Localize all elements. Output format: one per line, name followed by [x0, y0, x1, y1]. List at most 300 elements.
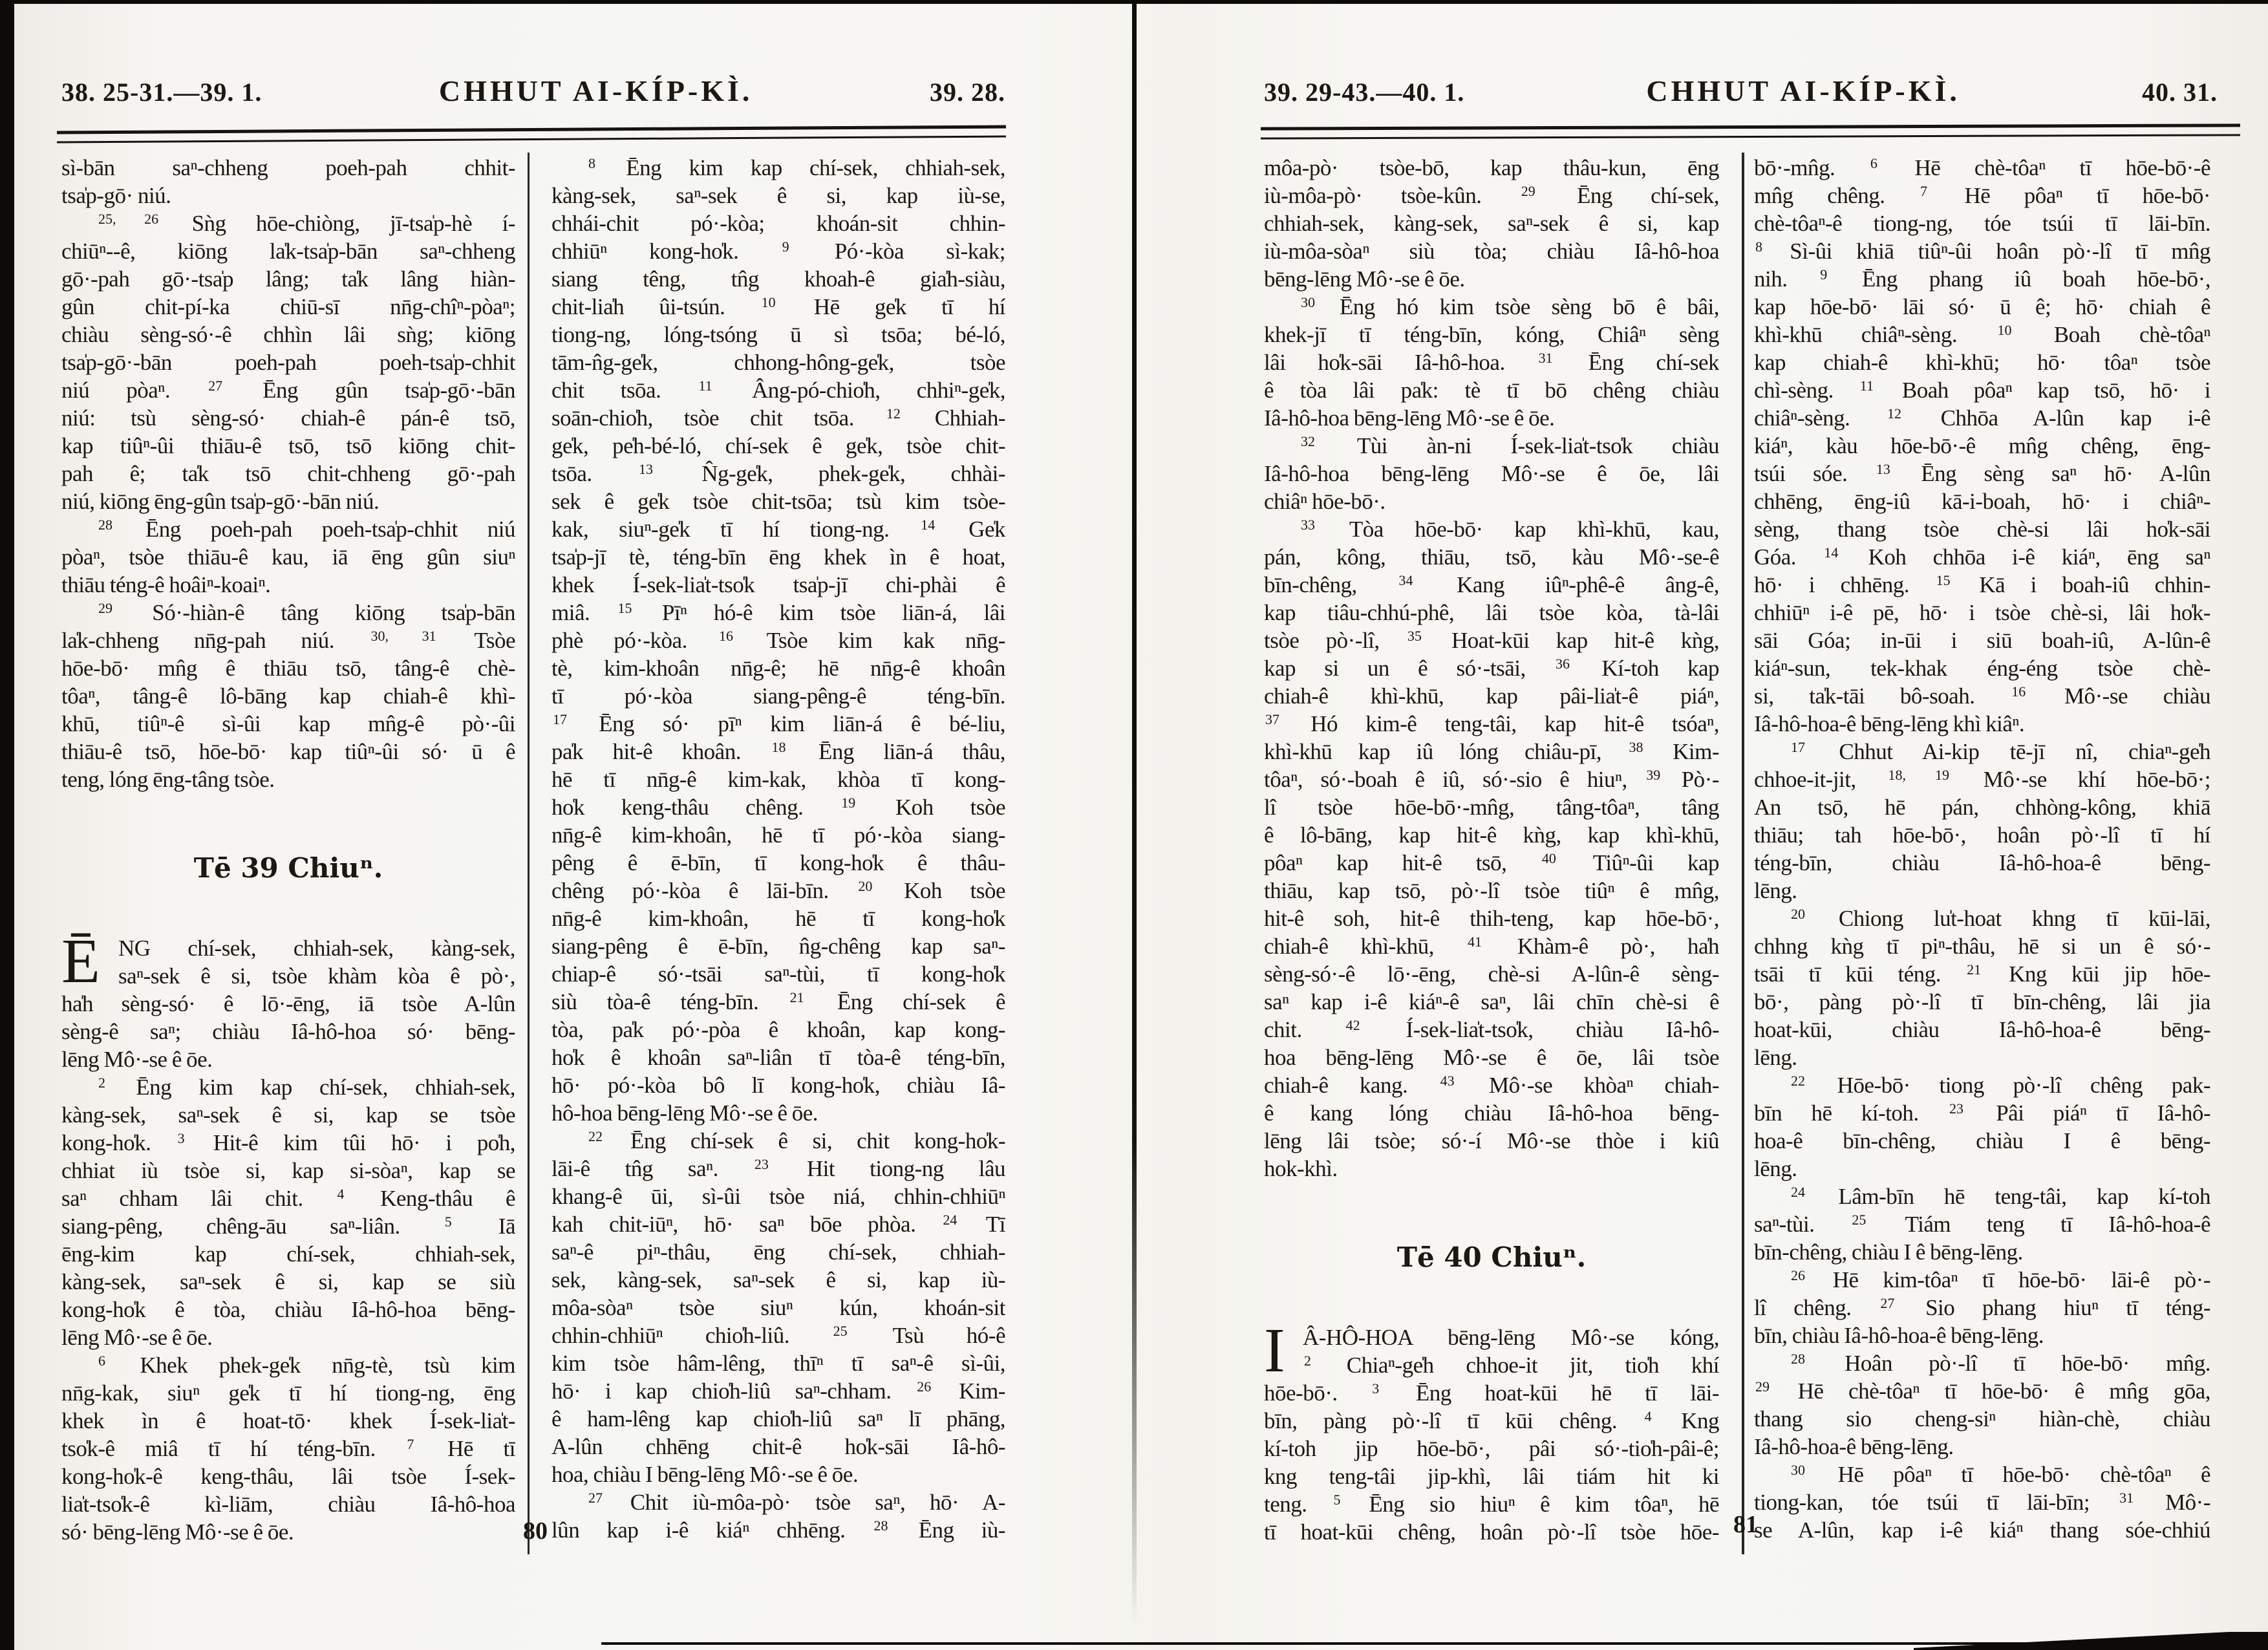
verse-number: 14 — [1824, 544, 1839, 561]
text-line: kap si un ê só·-tsāi, $^{36}$ Kí-toh kap — [1264, 656, 1719, 681]
text-line: hoa-ê bīn-chêng, chiàu I ê bēng- — [1754, 1128, 2210, 1153]
text-line: hō· pó·-kòa bô lī kong-ho̍k, chiàu Iâ- — [551, 1073, 1005, 1098]
text-line: sèng-ê saⁿ; chiàu Iâ-hô-hoa só· bēng- — [61, 1019, 515, 1044]
text-line: sèng-só·-ê lō·-ēng, chè-si A-lûn-ê sèng- — [1264, 961, 1719, 987]
text-line: hok-khì. — [1264, 1156, 1338, 1181]
text-line: siù tòa-ê téng-bīn. $^{21}$ Ēng chí-sek ê — [551, 989, 1005, 1014]
text-line: khang-ê ūi, sì-ûi tsòe niá, chhin-chhiūⁿ — [551, 1184, 1005, 1209]
text-line: hoa, chiàu I bēng-lēng Mô·-se ê ōe. — [551, 1462, 859, 1487]
header-rule — [57, 125, 1006, 134]
running-head-right-reference: 40. 31. — [2142, 78, 2218, 107]
verse-number: 18 — [771, 739, 786, 755]
text-line: ê lô-bāng, kap hit-ê kǹg, kap khì-khū, — [1264, 822, 1719, 848]
text-line: tsòe pò·-lî, $^{35}$ Hoat-kūi kap hit-ê kǹg, — [1264, 628, 1719, 653]
running-head-left-page — [61, 74, 1005, 108]
text-line: bīn-chêng, $^{34}$ Kang iûⁿ-phê-ê âng-ê, — [1264, 572, 1719, 597]
text-line: kak, siuⁿ-ge̍k tī hí tiong-ng. $^{14}$ Ge̍k — [551, 517, 1005, 542]
verse-number: 14 — [921, 517, 936, 533]
verse-number: 18, 19 — [1888, 767, 1949, 783]
text-line: pêng ê ē-bīn, tī kong-ho̍k ê thâu- — [551, 850, 1005, 875]
text-line: bēng-lēng Mô·-se ê ōe. — [1264, 266, 1465, 292]
text-line: chhoe-it-jit, $^{18, 19}$ Mô·-se khí hōe-bō·; — [1754, 767, 2210, 792]
text-line: hōe-bō·. $^3$ Ēng hoat-kūi hē tī lāi- — [1264, 1380, 1719, 1406]
verse-number: 10 — [1997, 322, 2012, 338]
verse-number: 26 — [1791, 1267, 1805, 1283]
text-line: bō·-mn̂g. $^6$ Hē chè-tôaⁿ tī hōe-bō·-ê — [1754, 155, 2210, 180]
text-line: la̍k-chheng nn̄g-pah niú. $^{30, 31}$ Tsòe — [61, 628, 515, 653]
verse-number: 12 — [1887, 405, 1901, 422]
verse-number: 42 — [1345, 1017, 1360, 1033]
text-line: sì-bān saⁿ-chheng poeh-pah chhit- — [61, 155, 515, 180]
text-line: lûn kap i-ê kiáⁿ chhēng. $^{28}$ Ēng iù- — [551, 1517, 1005, 1543]
text-line: saⁿ-sek ê si, tsòe khàm kòa ê pò·, — [118, 963, 515, 989]
verse-number: 6 — [98, 1353, 105, 1369]
text-line: kàng-sek, saⁿ-sek ê si, kap se siù — [61, 1269, 515, 1294]
text-line: Â-HÔ-HOA bēng-lēng Mô·-se kóng, — [1303, 1325, 1719, 1350]
text-line: saⁿ chham lâi chit. $^4$ Keng-thâu ê — [61, 1186, 515, 1211]
text-line: tè, kim-khoân nn̄g-ê; hē nn̄g-ê khoân — [551, 656, 1005, 681]
text-line: saⁿ-ê piⁿ-thâu, ēng chí-sek, chhiah- — [551, 1239, 1005, 1265]
paragraph — [1264, 1316, 1719, 1546]
text-line: phè pó·-kòa. $^{16}$ Tsòe kim kak nn̄g- — [551, 628, 1005, 653]
text-line: chit-lia̍h ûi-tsún. $^{10}$ Hē ge̍k tī hí — [551, 294, 1005, 319]
text-line: niú pòaⁿ. $^{27}$ Ēng gûn tsa̍p-gō·-bān — [61, 378, 515, 403]
verse-number: 30, 31 — [370, 628, 436, 644]
paragraph — [1754, 1461, 2210, 1544]
text-line: $^{33}$ Tòa hōe-bō· kap khì-khū, kau, — [1301, 517, 1719, 542]
text-line: kí-toh jip hōe-bō·, pâi só·-tio̍h-pâi-ê; — [1264, 1436, 1719, 1461]
text-line: siang-pêng ê ē-bīn, n̂g-chêng kap saⁿ- — [551, 934, 1005, 959]
text-line: pán, kông, thiāu, tsō, kàu Mô·-se-ê — [1264, 544, 1719, 570]
text-line: lēng. — [1754, 878, 1797, 903]
verse-number: 11 — [698, 378, 712, 394]
verse-number: 36 — [1556, 656, 1570, 672]
text-line: chiah-ê khì-khū, kap pâi-lia̍t-ê piáⁿ, — [1264, 683, 1719, 709]
verse-number: 27 — [208, 378, 223, 394]
verse-number: 6 — [1870, 155, 1878, 171]
text-line: gō·-pah gō·-tsa̍p lâng; ta̍k lâng hiàn- — [61, 266, 515, 292]
text-line: pah ê; ta̍k tsō chit-chheng gō·-pah — [61, 461, 515, 486]
text-line: chhiūⁿ kong-ho̍k. $^9$ Pó·-kòa sì-kak; — [551, 239, 1005, 264]
text-line: ēng-kim kap chí-sek, chhiah-sek, — [61, 1241, 515, 1267]
verse-number: 11 — [1859, 378, 1874, 394]
text-line: kap hōe-bō· lāi só· ū ê; hō· chiah ê — [1754, 294, 2210, 319]
text-line: môa-pò· tsòe-bō, kap thâu-kun, ēng — [1264, 155, 1719, 180]
text-line: kong-ho̍k. $^3$ Hit-ê kim tûi hō· i po̍h, — [61, 1130, 515, 1155]
running-head-left-reference: 39. 29-43.—40. 1. — [1264, 78, 1465, 107]
text-column-left-page-1 — [61, 154, 515, 1546]
text-line: iù-môa-sòaⁿ siù tòa; chiàu Iâ-hô-hoa — [1264, 239, 1719, 264]
text-line: só· bēng-lēng Mô·-se ê ōe. — [61, 1519, 294, 1545]
verse-number: 26 — [917, 1378, 932, 1395]
text-line: chhin-chhiūⁿ chio̍h-liû. $^{25}$ Tsù hó-ê — [551, 1323, 1005, 1348]
verse-number: 24 — [1791, 1184, 1805, 1200]
text-line: iù-môa-pò· tsòe-kûn. $^{29}$ Ēng chí-sek, — [1264, 183, 1719, 208]
text-line: lāi-ê tn̂g saⁿ. $^{23}$ Hit tiong-ng lâu — [551, 1156, 1005, 1181]
text-line: hoa bēng-lēng Mô·-se ê ōe, lâi tsòe — [1264, 1045, 1719, 1070]
paragraph — [61, 515, 515, 599]
text-line: $^{29}$ Hē chè-tôaⁿ tī hōe-bō· ê mn̂g gōa, — [1755, 1378, 2210, 1404]
text-line: chit tsōa. $^{11}$ Âng-pó-chio̍h, chhiⁿ-ge̍k, — [551, 378, 1005, 403]
verse-number: 41 — [1468, 934, 1482, 950]
text-line: ha̍h sèng-só· ê lō·-ēng, iā tsòe A-lûn — [61, 991, 515, 1016]
paragraph — [61, 154, 515, 209]
header-rule — [1261, 134, 2240, 139]
text-line: sèng, thang tsòe chè-si lâi ho̍k-sāi — [1754, 517, 2210, 542]
verse-number: 9 — [782, 239, 789, 255]
text-line: tòa, pa̍k pó·-pòa ê khoân, kap kong- — [551, 1017, 1005, 1042]
text-line: bīn-chêng, chiàu I ê bēng-lēng. — [1754, 1239, 2023, 1265]
verse-number: 25 — [833, 1323, 848, 1339]
verse-number: 2 — [98, 1075, 105, 1091]
paragraph — [551, 1127, 1005, 1488]
chapter-heading: Tē 40 Chiuⁿ. — [1396, 1241, 1587, 1273]
text-line: thiāu; tah hōe-bō·, hoân pò·-lî tī hí — [1754, 822, 2210, 848]
running-head-right-reference: 39. 28. — [930, 78, 1005, 107]
text-line: ge̍k, pe̍h-bé-ló, chí-sek ê ge̍k, tsòe chit- — [551, 433, 1005, 458]
text-line: tsa̍p-jī tè, téng-bīn ēng khek ìn ê hoat, — [551, 544, 1005, 570]
text-line: nn̄g-ê kim-khoân, hē tī kong-ho̍k — [551, 906, 1005, 931]
verse-number: 35 — [1407, 628, 1422, 644]
paragraph — [1754, 1183, 2210, 1266]
paragraph — [1754, 154, 2210, 738]
text-line: pòaⁿ, tsòe thiāu-ê kau, iā ēng gûn siuⁿ — [61, 544, 515, 570]
text-line: chhiūⁿ i-ê pē, hō· i tsòe chè-si, lâi ho̍k- — [1754, 600, 2210, 625]
verse-number: 4 — [1644, 1408, 1652, 1424]
text-line: chiâⁿ-sèng. $^{12}$ Chhōa A-lûn kap i-ê — [1754, 405, 2210, 431]
text-line: chì-sèng. $^{11}$ Boah pôaⁿ kap tsō, hō· i — [1754, 378, 2210, 403]
text-line: bīn, chiàu Iâ-hô-hoa-ê bēng-lēng. — [1754, 1323, 2044, 1348]
running-head-title: CHHUT AI-KÍP-KÌ. — [438, 74, 753, 107]
text-line: kong-ho̍k ê tòa, chiàu Iâ-hô-hoa bēng- — [61, 1297, 515, 1322]
verse-number: 25 — [1852, 1212, 1867, 1228]
text-line: hit-ê soh, hit-ê thih-teng, kap hōe-bō·, — [1264, 906, 1719, 931]
paragraph — [1754, 1266, 2210, 1349]
verse-number: 37 — [1265, 711, 1279, 727]
text-line: An tsō, hē pán, chhòng-kông, khiā — [1754, 795, 2210, 820]
text-line: téng-bīn, chiàu Iâ-hô-hoa-ê bēng- — [1754, 850, 2210, 875]
text-line: Iâ-hô-hoa bēng-lēng Mô·-se ê ōe, lâi — [1264, 461, 1719, 486]
verse-number: 30 — [1301, 294, 1315, 310]
verse-number: 23 — [754, 1156, 769, 1172]
text-line: sek ê ge̍k tsòe chit-tsōa; tsù kim tsòe- — [551, 489, 1005, 514]
verse-number: 22 — [1791, 1073, 1805, 1089]
text-line: tôaⁿ, só·-boah ê iû, só·-sio ê hiuⁿ, $^{39}$ Pò·- — [1264, 767, 1719, 792]
text-line: tī hoat-kūi chêng, hoân pò·-lî tsòe hōe- — [1264, 1519, 1719, 1545]
text-line: $^{28}$ Ēng poeh-pah poeh-tsa̍p-chhit niú — [98, 517, 515, 542]
text-line: lēng lâi tsòe; só·-í Mô·-se thòe i kiû — [1264, 1128, 1719, 1153]
text-line: bīn, pàng pò·-lî tī kūi chêng. $^4$ Kng — [1264, 1408, 1719, 1433]
text-line: chhng kǹg tī piⁿ-thâu, hē si un ê só·- — [1754, 934, 2210, 959]
text-line: Iâ-hô-hoa-ê bēng-lēng. — [1754, 1434, 1954, 1459]
text-line: $^2$ Chiaⁿ-ge̍h chhoe-it jit, tio̍h khí — [1304, 1353, 1719, 1378]
verse-number: 30 — [1791, 1462, 1805, 1478]
text-line: tām-n̂g-ge̍k, chhong-hông-ge̍k, tsòe — [551, 350, 1005, 375]
text-line: teng. $^5$ Ēng sio hiuⁿ ê kim tôaⁿ, hē — [1264, 1492, 1719, 1517]
text-line: NG chí-sek, chhiah-sek, kàng-sek, — [118, 936, 515, 961]
verse-number: 31 — [2119, 1490, 2134, 1506]
header-rule — [57, 136, 1006, 144]
book-spine-shadow — [1132, 0, 1137, 1624]
text-line: kah chit-iūⁿ, hō· saⁿ bōe phòa. $^{24}$ Tī — [551, 1212, 1005, 1237]
text-line: miâ. $^{15}$ Pīⁿ hó-ê kim tsòe liān-á, lâi — [551, 600, 1005, 625]
text-line: saⁿ kap i-ê kiáⁿ-ê saⁿ, lâi chīn chè-si ê — [1264, 989, 1719, 1014]
text-line: $^{26}$ Hē kim-tôaⁿ tī hōe-bō· lāi-ê pò·- — [1791, 1267, 2210, 1292]
paragraph — [1264, 154, 1719, 293]
text-line: chiap-ê só·-tsāi saⁿ-tùi, tī kong-ho̍k — [551, 961, 1005, 987]
verse-number: 8 — [588, 155, 595, 171]
running-head-title: CHHUT AI-KÍP-KÌ. — [1646, 74, 1960, 107]
text-line: Iâ-hô-hoa bēng-lēng Mô·-se ê ōe. — [1264, 405, 1555, 431]
text-column-left-page-2 — [551, 154, 1005, 1544]
page-number: 80 — [523, 1517, 548, 1545]
running-head-left-reference: 38. 25-31.—39. 1. — [61, 78, 262, 107]
paragraph — [1264, 293, 1719, 432]
text-line: kim tsòe hâm-lêng, thīⁿ tī saⁿ-ê sì-ûi, — [551, 1351, 1005, 1376]
paragraph — [1754, 905, 2210, 1071]
text-line: nn̄g-kak, siuⁿ ge̍k tī hí tiong-ng, ēng — [61, 1380, 515, 1406]
verse-number: 29 — [1755, 1378, 1770, 1395]
text-line: $^{30}$ Hē pôaⁿ tī hōe-bō· chè-tôaⁿ ê — [1791, 1462, 2210, 1487]
verse-number: 16 — [719, 628, 734, 644]
text-line: ho̍k ê khoân saⁿ-liân tī tòa-ê téng-bīn, — [551, 1045, 1005, 1070]
text-line: hō· i chhēng. $^{15}$ Kā i boah-iû chhin- — [1754, 572, 2210, 597]
verse-number: 33 — [1301, 517, 1315, 533]
text-line: kàng-sek, saⁿ-sek ê si, kap iù-se, — [551, 183, 1005, 208]
verse-number: 28 — [1791, 1351, 1805, 1367]
text-line: hē tī nn̄g-ê kim-kak, khòa tī kong- — [551, 767, 1005, 792]
scan-edge-bottom-right-bar — [1914, 1632, 2268, 1650]
text-line: $^2$ Ēng kim kap chí-sek, chhiah-sek, — [98, 1075, 515, 1100]
text-line: $^{24}$ Lâm-bīn hē teng-tâi, kap kí-toh — [1791, 1184, 2210, 1209]
text-line: lî tsòe hōe-bō·-mn̂g, tâng-tôaⁿ, tâng — [1264, 795, 1719, 820]
text-line: tsāi tī kūi téng. $^{21}$ Kng kūi jip hōe- — [1754, 961, 2210, 987]
text-line: lēng Mô·-se ê ōe. — [61, 1325, 213, 1350]
text-line: lâi ho̍k-sāi Iâ-hô-hoa. $^{31}$ Ēng chí-sek — [1264, 350, 1719, 375]
text-line: tôaⁿ, tâng-ê lô-bāng kap chiah-ê khì- — [61, 683, 515, 709]
text-line: si, ta̍k-tāi bô-soah. $^{16}$ Mô·-se chiàu — [1754, 683, 2210, 709]
verse-number: 15 — [1936, 572, 1951, 588]
text-line: lēng. — [1754, 1156, 1797, 1181]
text-line: $^{37}$ Hó kim-ê teng-tâi, kap hit-ê tsóaⁿ, — [1265, 711, 1719, 736]
verse-number: 10 — [761, 294, 776, 310]
text-line: $^{28}$ Hoân pò·-lî tī hōe-bō· mn̂g. — [1791, 1351, 2210, 1376]
page-number: 81 — [1733, 1511, 1758, 1538]
text-line: pa̍k hit-ê khoân. $^{18}$ Ēng liān-á thâu, — [551, 739, 1005, 764]
verse-number: 29 — [98, 600, 112, 616]
verse-number: 43 — [1440, 1073, 1455, 1089]
text-line: sāi Góa; in-ūi i siū boah-iû, A-lûn-ê — [1754, 628, 2210, 653]
text-line: khū, tiûⁿ-ê sì-ûi kap mn̂g-ê pò·-ûi — [61, 711, 515, 736]
text-line: thiāu, kap tsō, pò·-lî tsòe tiûⁿ ê mn̂g, — [1264, 878, 1719, 903]
text-line: niú, kiōng ēng-gûn tsa̍p-gō·-bān niú. — [61, 489, 380, 514]
text-line: $^8$ Sì-ûi khiā tiûⁿ-ûi hoân pò·-lî tī mn̂g — [1755, 239, 2210, 264]
text-line: chhiat iù tsòe si, kap si-sòaⁿ, kap se — [61, 1158, 515, 1183]
text-line: thiāu téng-ê hoâiⁿ-koaiⁿ. — [61, 572, 271, 597]
text-line: chiâⁿ hōe-bō·. — [1264, 489, 1385, 514]
chapter-heading: Tē 39 Chiuⁿ. — [193, 852, 383, 884]
text-line: lēng. — [1754, 1045, 1797, 1070]
column-divider-rule — [528, 153, 530, 1554]
paragraph — [61, 927, 515, 1073]
text-line: chè-tôaⁿ-ê tiong-ng, tóe tsúi tī lāi-bīn. — [1754, 211, 2210, 236]
running-head-right-page — [1264, 74, 2218, 108]
text-line: nn̄g-ê kim-khoân, hē tī pó·-kòa siang- — [551, 822, 1005, 848]
text-line: gûn chit-pí-ka chiū-sī nn̄g-chîⁿ-pòaⁿ; — [61, 294, 515, 319]
text-line: kàng-sek, saⁿ-sek ê si, kap se tsòe — [61, 1102, 515, 1128]
text-line: kap tiûⁿ-ûi thiāu-ê tsō, tsō kiōng chit- — [61, 433, 515, 458]
drop-cap-letter: Ē — [61, 927, 100, 996]
paragraph — [1264, 432, 1719, 515]
verse-number: 22 — [588, 1128, 603, 1144]
verse-number: 28 — [873, 1517, 888, 1534]
text-line: tso̍k-ê miâ tī hí téng-bīn. $^7$ Hē tī — [61, 1436, 515, 1461]
verse-number: 3 — [1372, 1380, 1380, 1397]
text-line: tiong-kan, tóe tsúi tī lāi-bīn; $^{31}$ Mô·- — [1754, 1490, 2210, 1515]
paragraph — [1264, 515, 1719, 1183]
text-line: khì-khū chiâⁿ-sèng. $^{10}$ Boah chè-tôaⁿ — [1754, 322, 2210, 347]
text-line: chhái-chit pó·-kòa; khoán-sit chhin- — [551, 211, 1005, 236]
text-line: siang têng, tn̂g khoah-ê gia̍h-siàu, — [551, 266, 1005, 292]
text-line: kng teng-tâi jip-khì, lâi tiám hit ki — [1264, 1464, 1719, 1489]
verse-number: 31 — [1538, 350, 1553, 366]
text-line: khek-jī tī téng-bīn, kóng, Chiâⁿ sèng — [1264, 322, 1719, 347]
verse-number: 16 — [2011, 683, 2026, 700]
verse-number: 27 — [1880, 1295, 1895, 1311]
verse-number: 5 — [444, 1214, 452, 1230]
paragraph — [1754, 738, 2210, 905]
text-line: kap tiâu-chhú-phê, lâi tsòe kòa, tà-lâi — [1264, 600, 1719, 625]
text-line: khì-khū kap iû lóng chiâu-pī, $^{38}$ Kim- — [1264, 739, 1719, 764]
text-line: kiáⁿ-sun, tek-khak éng-éng tsòe chè- — [1754, 656, 2210, 681]
text-line: tsa̍p-gō· niú. — [61, 183, 171, 208]
scan-edge-left-bar — [0, 0, 14, 1650]
column-divider-rule — [1742, 153, 1744, 1554]
text-column-right-page-2 — [1754, 154, 2210, 1544]
text-line: thang sio cheng-siⁿ hiàn-chè, chiàu — [1754, 1406, 2210, 1431]
text-line: chiah-ê kang. $^{43}$ Mô·-se khòaⁿ chiah- — [1264, 1073, 1719, 1098]
text-line: thiāu-ê tsō, hōe-bō· kap tiûⁿ-ûi só· ū ê — [61, 739, 515, 764]
text-line: niú: tsù sèng-só· chiah-ê pán-ê tsō, — [61, 405, 515, 431]
paragraph — [61, 1351, 515, 1546]
verse-number: 15 — [617, 600, 632, 616]
text-line: hōe-bō· mn̂g ê thiāu tsō, tâng-ê chè- — [61, 656, 515, 681]
text-line: $^{30}$ Ēng hó kim tsòe sèng bō ê bâi, — [1301, 294, 1719, 319]
text-line: tī pó·-kòa siang-pêng-ê téng-bīn. — [551, 683, 1005, 709]
text-line: $^{22}$ Ēng chí-sek ê si, chit kong-ho̍k- — [588, 1128, 1005, 1153]
drop-cap-letter: I — [1264, 1316, 1285, 1386]
header-rule — [1261, 123, 2240, 130]
text-line: soān-chio̍h, tsòe chit tsōa. $^{12}$ Chhiah- — [551, 405, 1005, 431]
text-line: A-lûn chhēng chit-ê ho̍k-sāi Iâ-hô- — [551, 1434, 1005, 1459]
text-line: môa-sòaⁿ tsòe siuⁿ kún, khoán-sit — [551, 1295, 1005, 1320]
text-line: $^{22}$ Hōe-bō· tiong pò·-lî chêng pak- — [1791, 1073, 2210, 1098]
text-line: chiàu sèng-só·-ê chhìn lâi sǹg; kiōng — [61, 322, 515, 347]
text-line: kong-ho̍k-ê keng-thâu, lâi tsòe Í-sek- — [61, 1464, 515, 1489]
verse-number: 25, 26 — [98, 211, 159, 227]
text-line: Iâ-hô-hoa-ê bēng-lēng khì kiâⁿ. — [1754, 711, 2025, 736]
text-line: $^{17}$ Chhut Ai-kip tē-jī nî, chiaⁿ-ge̍h — [1791, 739, 2210, 764]
text-line: $^{25, 26}$ Sǹg hōe-chiòng, jī-tsa̍p-hè í- — [98, 211, 515, 236]
text-line: hô-hoa bēng-lēng Mô·-se ê ōe. — [551, 1100, 818, 1126]
verse-number: 19 — [841, 795, 856, 811]
text-line: $^{29}$ Só·-hiàn-ê tâng kiōng tsa̍p-bān — [98, 600, 515, 625]
text-line: teng, lóng ēng-tâng tsòe. — [61, 767, 275, 792]
verse-number: 27 — [588, 1490, 603, 1506]
text-line: tsúi sóe. $^{13}$ Ēng sèng saⁿ hō· A-lûn — [1754, 461, 2210, 486]
verse-number: 7 — [1920, 183, 1927, 199]
text-line: hō· i kap chio̍h-liû saⁿ-chham. $^{26}$ Kim- — [551, 1378, 1005, 1404]
text-line: pôaⁿ kap hit-ê tsō, $^{40}$ Tiûⁿ-ûi kap — [1264, 850, 1719, 875]
verse-number: 21 — [1967, 961, 1982, 978]
text-line: $^{32}$ Tùi àn-ni Í-sek-lia̍t-tso̍k chiàu — [1301, 433, 1719, 458]
text-line: siang-pêng, chêng-āu saⁿ-liân. $^5$ Iā — [61, 1214, 515, 1239]
paragraph — [551, 154, 1005, 1127]
verse-number: 34 — [1398, 572, 1413, 588]
verse-number: 7 — [407, 1436, 414, 1452]
verse-number: 20 — [1791, 906, 1805, 922]
text-line: $^{27}$ Chit iù-môa-pò· tsòe saⁿ, hō· A- — [588, 1490, 1005, 1515]
verse-number: 17 — [1791, 739, 1805, 755]
verse-number: 38 — [1629, 739, 1643, 755]
paragraph — [1754, 1349, 2210, 1461]
verse-number: 13 — [638, 461, 653, 477]
text-line: ê kang lóng chiàu Iâ-hô-hoa bēng- — [1264, 1100, 1719, 1126]
text-line: Góa. $^{14}$ Koh chhōa i-ê kiáⁿ, ēng saⁿ — [1754, 544, 2210, 570]
text-line: $^6$ Khek phek-ge̍k nn̄g-tè, tsù kim — [98, 1353, 515, 1378]
paragraph — [61, 599, 515, 793]
verse-number: 3 — [177, 1130, 185, 1146]
text-line: ê tòa lâi pa̍k: tè tī bō chêng chiàu — [1264, 378, 1719, 403]
text-column-right-page-1 — [1264, 154, 1719, 1546]
text-line: $^8$ Ēng kim kap chí-sek, chhiah-sek, — [588, 155, 1005, 180]
text-line: bō·, pàng pò·-lî tī bīn-chêng, lâi jia — [1754, 989, 2210, 1014]
verse-number: 39 — [1646, 767, 1661, 783]
verse-number: 2 — [1304, 1353, 1311, 1369]
text-line: lia̍t-tso̍k-ê kì-liām, chiàu Iâ-hô-hoa — [61, 1492, 515, 1517]
paragraph — [61, 1073, 515, 1351]
verse-number: 4 — [337, 1186, 345, 1202]
text-line: se A-lûn, kap i-ê kiáⁿ thang sóe-chhiú — [1754, 1517, 2210, 1543]
text-line: hoat-kūi, chiàu Iâ-hô-hoa-ê bēng- — [1754, 1017, 2210, 1042]
paragraph — [61, 209, 515, 515]
text-line: nih. $^9$ Ēng phang iû boah hōe-bō·, — [1754, 266, 2210, 292]
verse-number: 40 — [1541, 850, 1556, 866]
text-line: tsōa. $^{13}$ N̂g-ge̍k, phek-ge̍k, chhài- — [551, 461, 1005, 486]
text-line: chhēng, ēng-iû kā-i-boah, hō· i chiâⁿ- — [1754, 489, 2210, 514]
verse-number: 12 — [886, 405, 901, 422]
verse-number: 20 — [858, 878, 873, 894]
text-line: $^{20}$ Chiong lu̍t-hoat khng tī kūi-lāi, — [1791, 906, 2210, 931]
verse-number: 17 — [553, 711, 567, 727]
text-line: bīn hē kí-toh. $^{23}$ Pâi piáⁿ tī Iâ-hô- — [1754, 1100, 2210, 1126]
verse-number: 9 — [1820, 266, 1828, 283]
verse-number: 13 — [1876, 461, 1890, 477]
text-line: chit. $^{42}$ Í-sek-lia̍t-tso̍k, chiàu Iâ-hô- — [1264, 1017, 1719, 1042]
text-line: khek Í-sek-lia̍t-tso̍k tsa̍p-jī chi-phài ê — [551, 572, 1005, 597]
text-line: kap chiah-ê khì-khū; hō· tôaⁿ tsòe — [1754, 350, 2210, 375]
text-line: sek, kàng-sek, saⁿ-sek ê si, kap iù- — [551, 1267, 1005, 1292]
paragraph — [1754, 1071, 2210, 1183]
text-line: tiong-ng, lóng-tsóng ū sì tsōa; bé-ló, — [551, 322, 1005, 347]
text-line: chhiah-sek, kàng-sek, saⁿ-sek ê si, kap — [1264, 211, 1719, 236]
text-line: mn̂g chêng. $^7$ Hē pôaⁿ tī hōe-bō· — [1754, 183, 2210, 208]
verse-number: 28 — [98, 517, 112, 533]
text-line: ho̍k keng-thâu chêng. $^{19}$ Koh tsòe — [551, 795, 1005, 820]
verse-number: 21 — [789, 989, 804, 1005]
text-line: chiūⁿ--ê, kiōng la̍k-tsa̍p-bān saⁿ-chheng — [61, 239, 515, 264]
verse-number: 32 — [1301, 433, 1315, 449]
